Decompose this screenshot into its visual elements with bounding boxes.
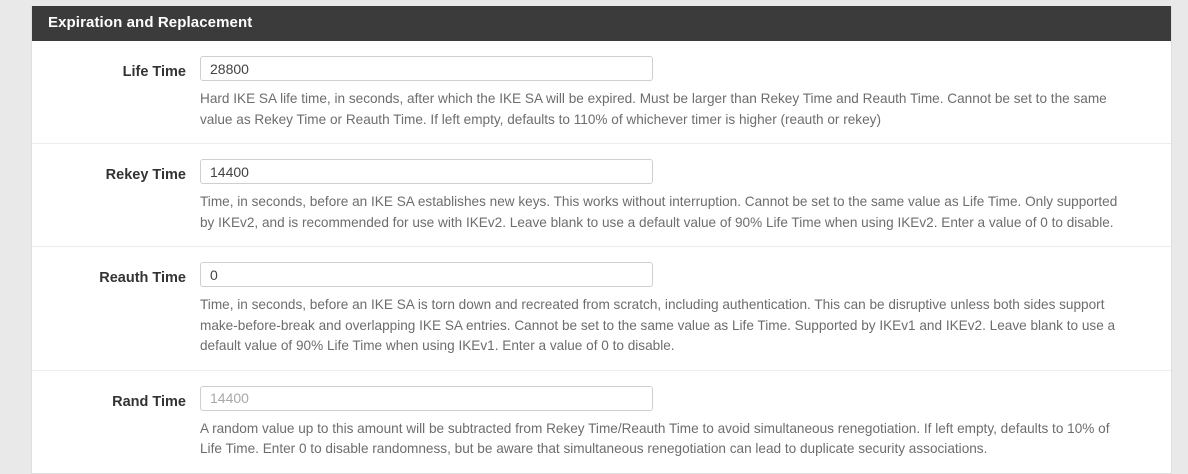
panel-body bbox=[32, 41, 1171, 473]
form-row-rand-time bbox=[32, 371, 1171, 473]
field-rand-time bbox=[200, 386, 1171, 460]
rand-time-input[interactable] bbox=[200, 386, 653, 411]
right-gutter bbox=[1172, 0, 1188, 442]
help-reauth-time: Time, in seconds, before an IKE SA is torn down and recreated from scratch, including authentication. This can be disruptive unless both sides support make-before-break and overlapping IKE SA entries. Cannot be set to the same value as Life Time. Supported by IKEv1 and IKEv2. Leave blank to use a default value of 90% Life Time when using IKEv1. Enter a value of 0 to disable. bbox=[200, 297, 1116, 353]
field-reauth-time bbox=[200, 262, 1171, 357]
label-rekey-time: Rekey Time bbox=[105, 167, 186, 183]
left-gutter bbox=[0, 0, 31, 442]
label-life-time: Life Time bbox=[122, 64, 186, 80]
rekey-time-input[interactable] bbox=[200, 159, 653, 184]
help-life-time: Hard IKE SA life time, in seconds, after which the IKE SA will be expired. Must be larger than Rekey Time and Reauth Time. Cannot be set to the same value as Rekey Time or Reauth Time. If left empty, defaults to 110% of whichever timer is higher (reauth or rekey) bbox=[200, 91, 1107, 127]
form-row-rekey-time bbox=[32, 144, 1171, 247]
expiration-and-replacement-panel bbox=[31, 6, 1172, 474]
help-rand-time: A random value up to this amount will be subtracted from Rekey Time/Reauth Time to avoid simultaneous renegotiation. If left empty, defaults to 10% of Life Time. Enter 0 to disable randomness, but be aware that simultaneous renegotiation can lead to duplicate security associations. bbox=[200, 420, 1110, 456]
reauth-time-input[interactable] bbox=[200, 262, 653, 287]
field-rekey-time bbox=[200, 159, 1171, 233]
label-reauth-time: Reauth Time bbox=[99, 270, 186, 286]
life-time-input[interactable] bbox=[200, 56, 653, 81]
field-life-time bbox=[200, 56, 1171, 130]
label-rand-time: Rand Time bbox=[112, 393, 186, 410]
form-row-life-time bbox=[32, 41, 1171, 144]
form-row-reauth-time bbox=[32, 247, 1171, 371]
help-rekey-time: Time, in seconds, before an IKE SA establishes new keys. This works without interruption. Cannot be set to the same value as Life Time. Only supported by IKEv2, and is recommended for use with IKEv2. Leave blank to use a default value of 90% Life Time when using IKEv2. Enter a value of 0 to disable. bbox=[200, 194, 1118, 230]
panel-title: Expiration and Replacement bbox=[32, 6, 1171, 41]
